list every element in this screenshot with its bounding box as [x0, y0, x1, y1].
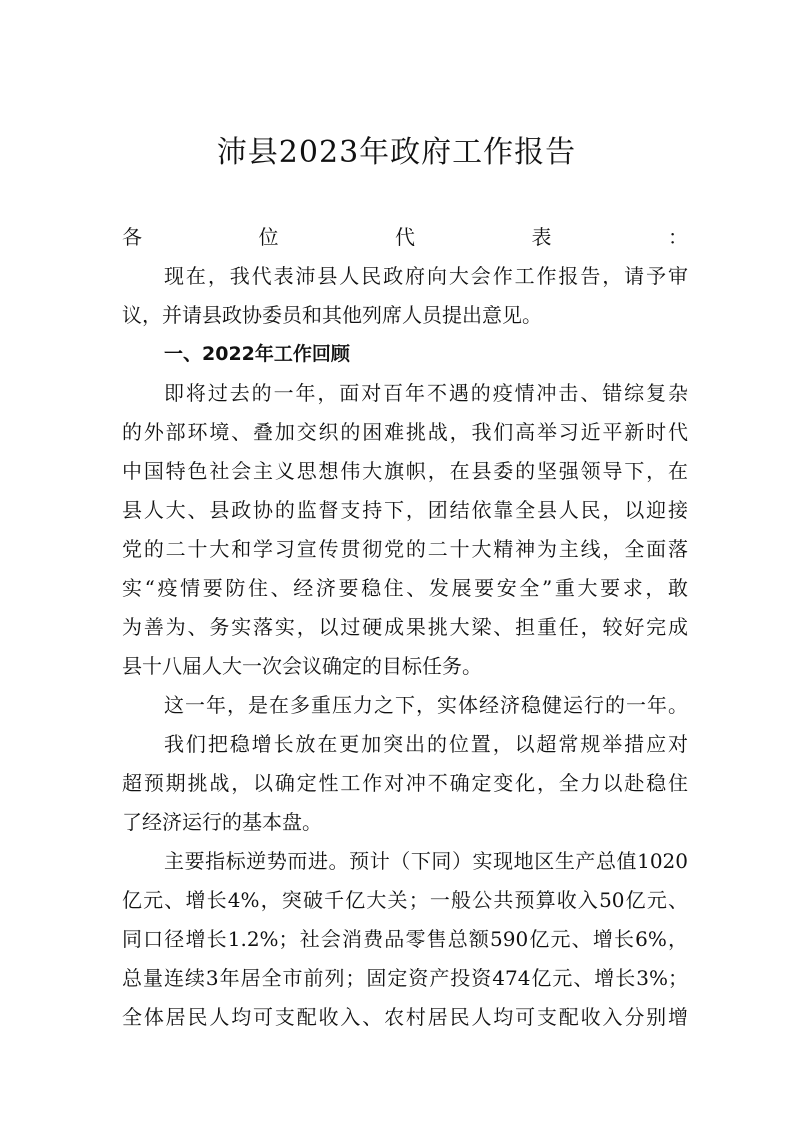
section-heading: 一、2022年工作回顾 — [164, 343, 350, 365]
paragraph-line: 我们把稳增长放在更加突出的位置，以超常规举措应对 — [164, 732, 688, 756]
paragraph-line: 全体居民人均可支配收入、农村居民人均可支配收入分别增 — [122, 1005, 688, 1029]
paragraph-line: 县十八届人大一次会议确定的目标任务。 — [122, 654, 482, 678]
document-title: 沛县2023年政府工作报告 — [216, 135, 577, 170]
paragraph-line: 中国特色社会主义思想伟大旗帜，在县委的坚强领导下，在 — [122, 459, 688, 483]
paragraph-line: 党的二十大和学习宣传贯彻党的二十大精神为主线，全面落 — [122, 537, 688, 561]
salutation: 各位代表： — [122, 225, 688, 249]
paragraph-line: 现在，我代表沛县人民政府向大会作工作报告，请予审 — [164, 264, 688, 288]
paragraph-line: 同口径增长1.2%；社会消费品零售总额590亿元、增长6%， — [122, 927, 688, 951]
paragraph-line: 超预期挑战，以确定性工作对冲不确定变化，全力以赴稳住 — [122, 771, 688, 795]
paragraph-line: 了经济运行的基本盘。 — [122, 810, 322, 834]
paragraph-line: 实“疫情要防住、经济要稳住、发展要安全”重大要求，敢 — [122, 576, 688, 600]
document-body — [122, 218, 688, 1037]
paragraph-line: 的外部环境、叠加交织的困难挑战，我们高举习近平新时代 — [122, 420, 688, 444]
paragraph-line: 即将过去的一年，面对百年不遇的疫情冲击、错综复杂 — [164, 381, 688, 405]
paragraph-line: 主要指标逆势而进。预计（下同）实现地区生产总值1020 — [164, 849, 688, 873]
paragraph-line: 议，并请县政协委员和其他列席人员提出意见。 — [122, 303, 542, 327]
paragraph-line: 亿元、增长4%，突破千亿大关；一般公共预算收入50亿元、 — [122, 888, 688, 912]
paragraph-line: 这一年，是在多重压力之下，实体经济稳健运行的一年。 — [164, 693, 688, 717]
paragraph-line: 总量连续3年居全市前列；固定资产投资474亿元、增长3%； — [122, 966, 688, 990]
paragraph-line: 县人大、县政协的监督支持下，团结依靠全县人民，以迎接 — [122, 498, 688, 522]
paragraph-line: 为善为、务实落实，以过硬成果挑大梁、担重任，较好完成 — [122, 615, 688, 639]
